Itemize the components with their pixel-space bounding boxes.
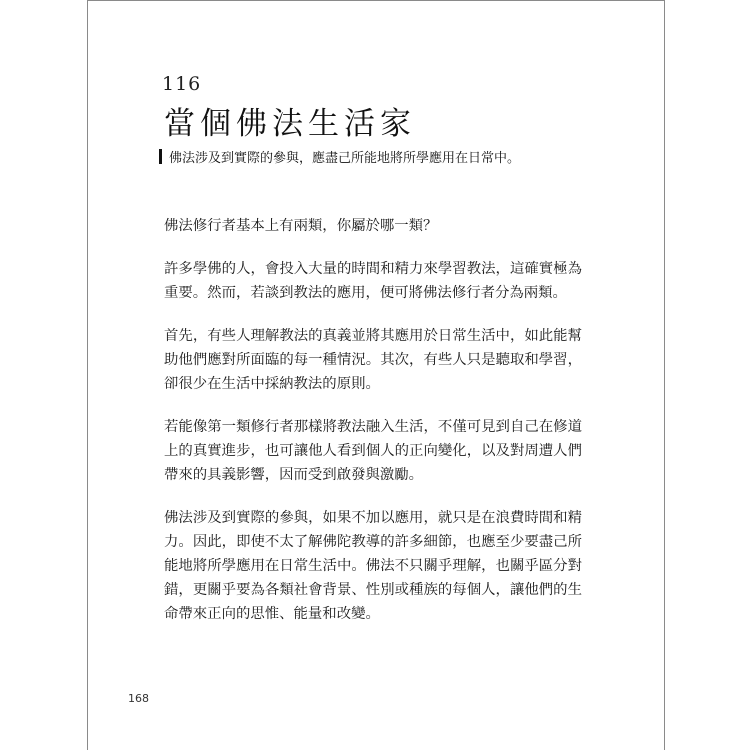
page-top-border <box>88 0 664 1</box>
chapter-number: 116 <box>162 73 202 95</box>
paragraph: 佛法涉及到實際的參與，如果不加以應用，就只是在浪費時間和精力。因此，即使不太了解佛陀教導的許多細節，也應至少要盡己所能地將所學應用在日常生活中。佛法不只關乎理解，也關乎區分對錯，更關乎要為各類社會背景、性別或種族的每個人，讓他們的生命帶來正向的思惟、能量和改變。 <box>164 510 582 622</box>
chapter-subtitle <box>159 147 520 166</box>
page-number: 168 <box>128 692 149 705</box>
chapter-title: 當個佛法生活家 <box>164 106 416 142</box>
body-text <box>164 214 582 645</box>
subtitle-text: 佛法涉及到實際的參與，應盡己所能地將所學應用在日常中。 <box>169 151 521 166</box>
paragraph: 許多學佛的人，會投入大量的時間和精力來學習教法，這確實極為重要。然而，若談到教法的應用，便可將佛法修行者分為兩類。 <box>164 261 582 301</box>
paragraph: 首先，有些人理解教法的真義並將其應用於日常生活中，如此能幫助他們應對所面臨的每一種情況。其次，有些人只是聽取和學習，卻很少在生活中採納教法的原則。 <box>164 328 582 392</box>
paragraph: 佛法修行者基本上有兩類，你屬於哪一類？ <box>164 218 438 234</box>
subtitle-bar-marker <box>159 149 162 164</box>
paragraph: 若能像第一類修行者那樣將教法融入生活，不僅可見到自己在修道上的真實進步，也可讓他人看到個人的正向變化，以及對周遭人們帶來的具義影響，因而受到啟發與激勵。 <box>164 419 582 483</box>
book-page <box>87 0 665 750</box>
